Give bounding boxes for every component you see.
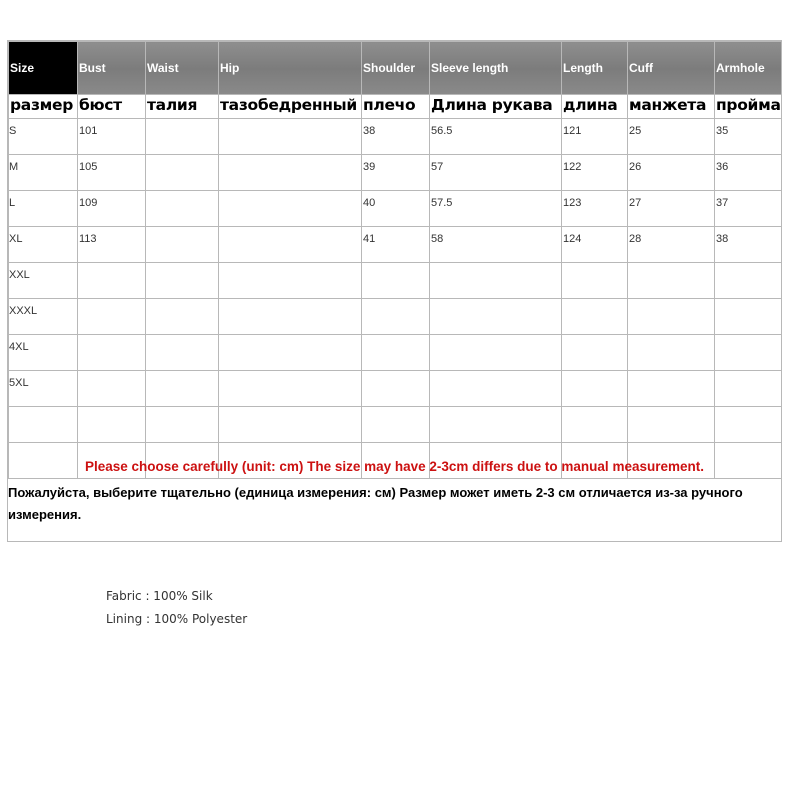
table-cell: размер [9, 95, 78, 119]
table-cell [562, 263, 628, 299]
fabric-line: Fabric : 100% Silk [106, 589, 213, 603]
table-cell [362, 263, 430, 299]
table-cell [219, 263, 362, 299]
table-cell: 26 [628, 155, 715, 191]
table-cell [219, 335, 362, 371]
measurement-note [8, 441, 781, 541]
size-table-body [9, 42, 782, 479]
note-russian: Пожалуйста, выберите тщательно (единица измерения: см) Размер может иметь 2-3 см отличается из-за ручного измерения. [8, 485, 743, 522]
table-cell: XL [9, 227, 78, 263]
table-cell: 27 [628, 191, 715, 227]
table-cell [362, 335, 430, 371]
table-cell [219, 155, 362, 191]
lining-line: Lining : 100% Polyester [106, 612, 248, 626]
table-cell [430, 371, 562, 407]
table-cell [628, 299, 715, 335]
table-cell [78, 335, 146, 371]
table-cell [78, 299, 146, 335]
table-cell: 36 [715, 155, 782, 191]
table-cell: 122 [562, 155, 628, 191]
table-cell [146, 119, 219, 155]
table-cell [430, 407, 562, 443]
table-cell: XXL [9, 263, 78, 299]
table-cell [78, 263, 146, 299]
table-row [9, 335, 782, 371]
table-cell [430, 335, 562, 371]
table-cell [78, 371, 146, 407]
table-cell: 105 [78, 155, 146, 191]
table-cell: 113 [78, 227, 146, 263]
table-cell [430, 263, 562, 299]
table-cell: M [9, 155, 78, 191]
table-cell: 39 [362, 155, 430, 191]
table-row [9, 119, 782, 155]
table-cell [362, 299, 430, 335]
table-cell: 58 [430, 227, 562, 263]
table-cell: 123 [562, 191, 628, 227]
table-cell [562, 299, 628, 335]
table-cell [715, 299, 782, 335]
table-cell [219, 191, 362, 227]
table-cell [562, 407, 628, 443]
table-cell [146, 263, 219, 299]
header-row [9, 42, 782, 95]
header-row-russian [9, 95, 782, 119]
size-table [8, 41, 782, 479]
table-row [9, 191, 782, 227]
table-cell: Bust [78, 42, 146, 95]
table-cell: Длина рукава [430, 95, 562, 119]
table-cell: пройма [715, 95, 782, 119]
table-cell [628, 407, 715, 443]
table-cell: L [9, 191, 78, 227]
table-cell [628, 263, 715, 299]
table-cell [146, 155, 219, 191]
table-cell: Waist [146, 42, 219, 95]
table-cell [146, 299, 219, 335]
table-cell [628, 371, 715, 407]
table-cell [715, 263, 782, 299]
table-cell: 28 [628, 227, 715, 263]
table-cell: длина [562, 95, 628, 119]
table-cell [219, 227, 362, 263]
table-cell [430, 299, 562, 335]
table-cell [219, 119, 362, 155]
table-row [9, 299, 782, 335]
table-cell: бюст [78, 95, 146, 119]
table-cell [146, 335, 219, 371]
table-cell: 121 [562, 119, 628, 155]
table-cell: Shoulder [362, 42, 430, 95]
table-cell: Size [9, 42, 78, 95]
table-cell: 40 [362, 191, 430, 227]
table-cell: тазобедренный [219, 95, 362, 119]
table-cell [362, 407, 430, 443]
table-cell: плечо [362, 95, 430, 119]
table-cell [146, 191, 219, 227]
table-cell: 38 [715, 227, 782, 263]
table-cell: 25 [628, 119, 715, 155]
table-row [9, 227, 782, 263]
table-cell [146, 407, 219, 443]
table-row [9, 371, 782, 407]
table-cell [628, 335, 715, 371]
table-row [9, 263, 782, 299]
table-cell: 124 [562, 227, 628, 263]
table-cell: 35 [715, 119, 782, 155]
table-cell [9, 407, 78, 443]
table-cell: Hip [219, 42, 362, 95]
table-cell: 109 [78, 191, 146, 227]
table-cell [146, 371, 219, 407]
table-cell: 56.5 [430, 119, 562, 155]
size-chart [7, 40, 782, 542]
table-cell: талия [146, 95, 219, 119]
table-cell [715, 407, 782, 443]
table-cell: 37 [715, 191, 782, 227]
table-cell: манжета [628, 95, 715, 119]
table-cell: Sleeve length [430, 42, 562, 95]
note-english: Please choose carefully (unit: cm) The size may have 2-3cm differs due to manual measurement. [85, 459, 704, 474]
table-cell [562, 371, 628, 407]
table-cell: 38 [362, 119, 430, 155]
table-row [9, 155, 782, 191]
table-cell [219, 299, 362, 335]
fabric-info [106, 585, 247, 631]
table-cell: 41 [362, 227, 430, 263]
table-cell: 101 [78, 119, 146, 155]
table-cell: Cuff [628, 42, 715, 95]
table-cell: XXXL [9, 299, 78, 335]
table-cell: Length [562, 42, 628, 95]
table-cell [715, 335, 782, 371]
table-cell: 57.5 [430, 191, 562, 227]
table-row [9, 407, 782, 443]
table-cell: S [9, 119, 78, 155]
table-cell [715, 371, 782, 407]
table-cell: Armhole [715, 42, 782, 95]
table-cell [562, 335, 628, 371]
table-cell [78, 407, 146, 443]
table-cell [219, 371, 362, 407]
table-cell [362, 371, 430, 407]
table-cell [146, 227, 219, 263]
table-cell: 4XL [9, 335, 78, 371]
table-cell: 5XL [9, 371, 78, 407]
table-cell [219, 407, 362, 443]
table-cell: 57 [430, 155, 562, 191]
